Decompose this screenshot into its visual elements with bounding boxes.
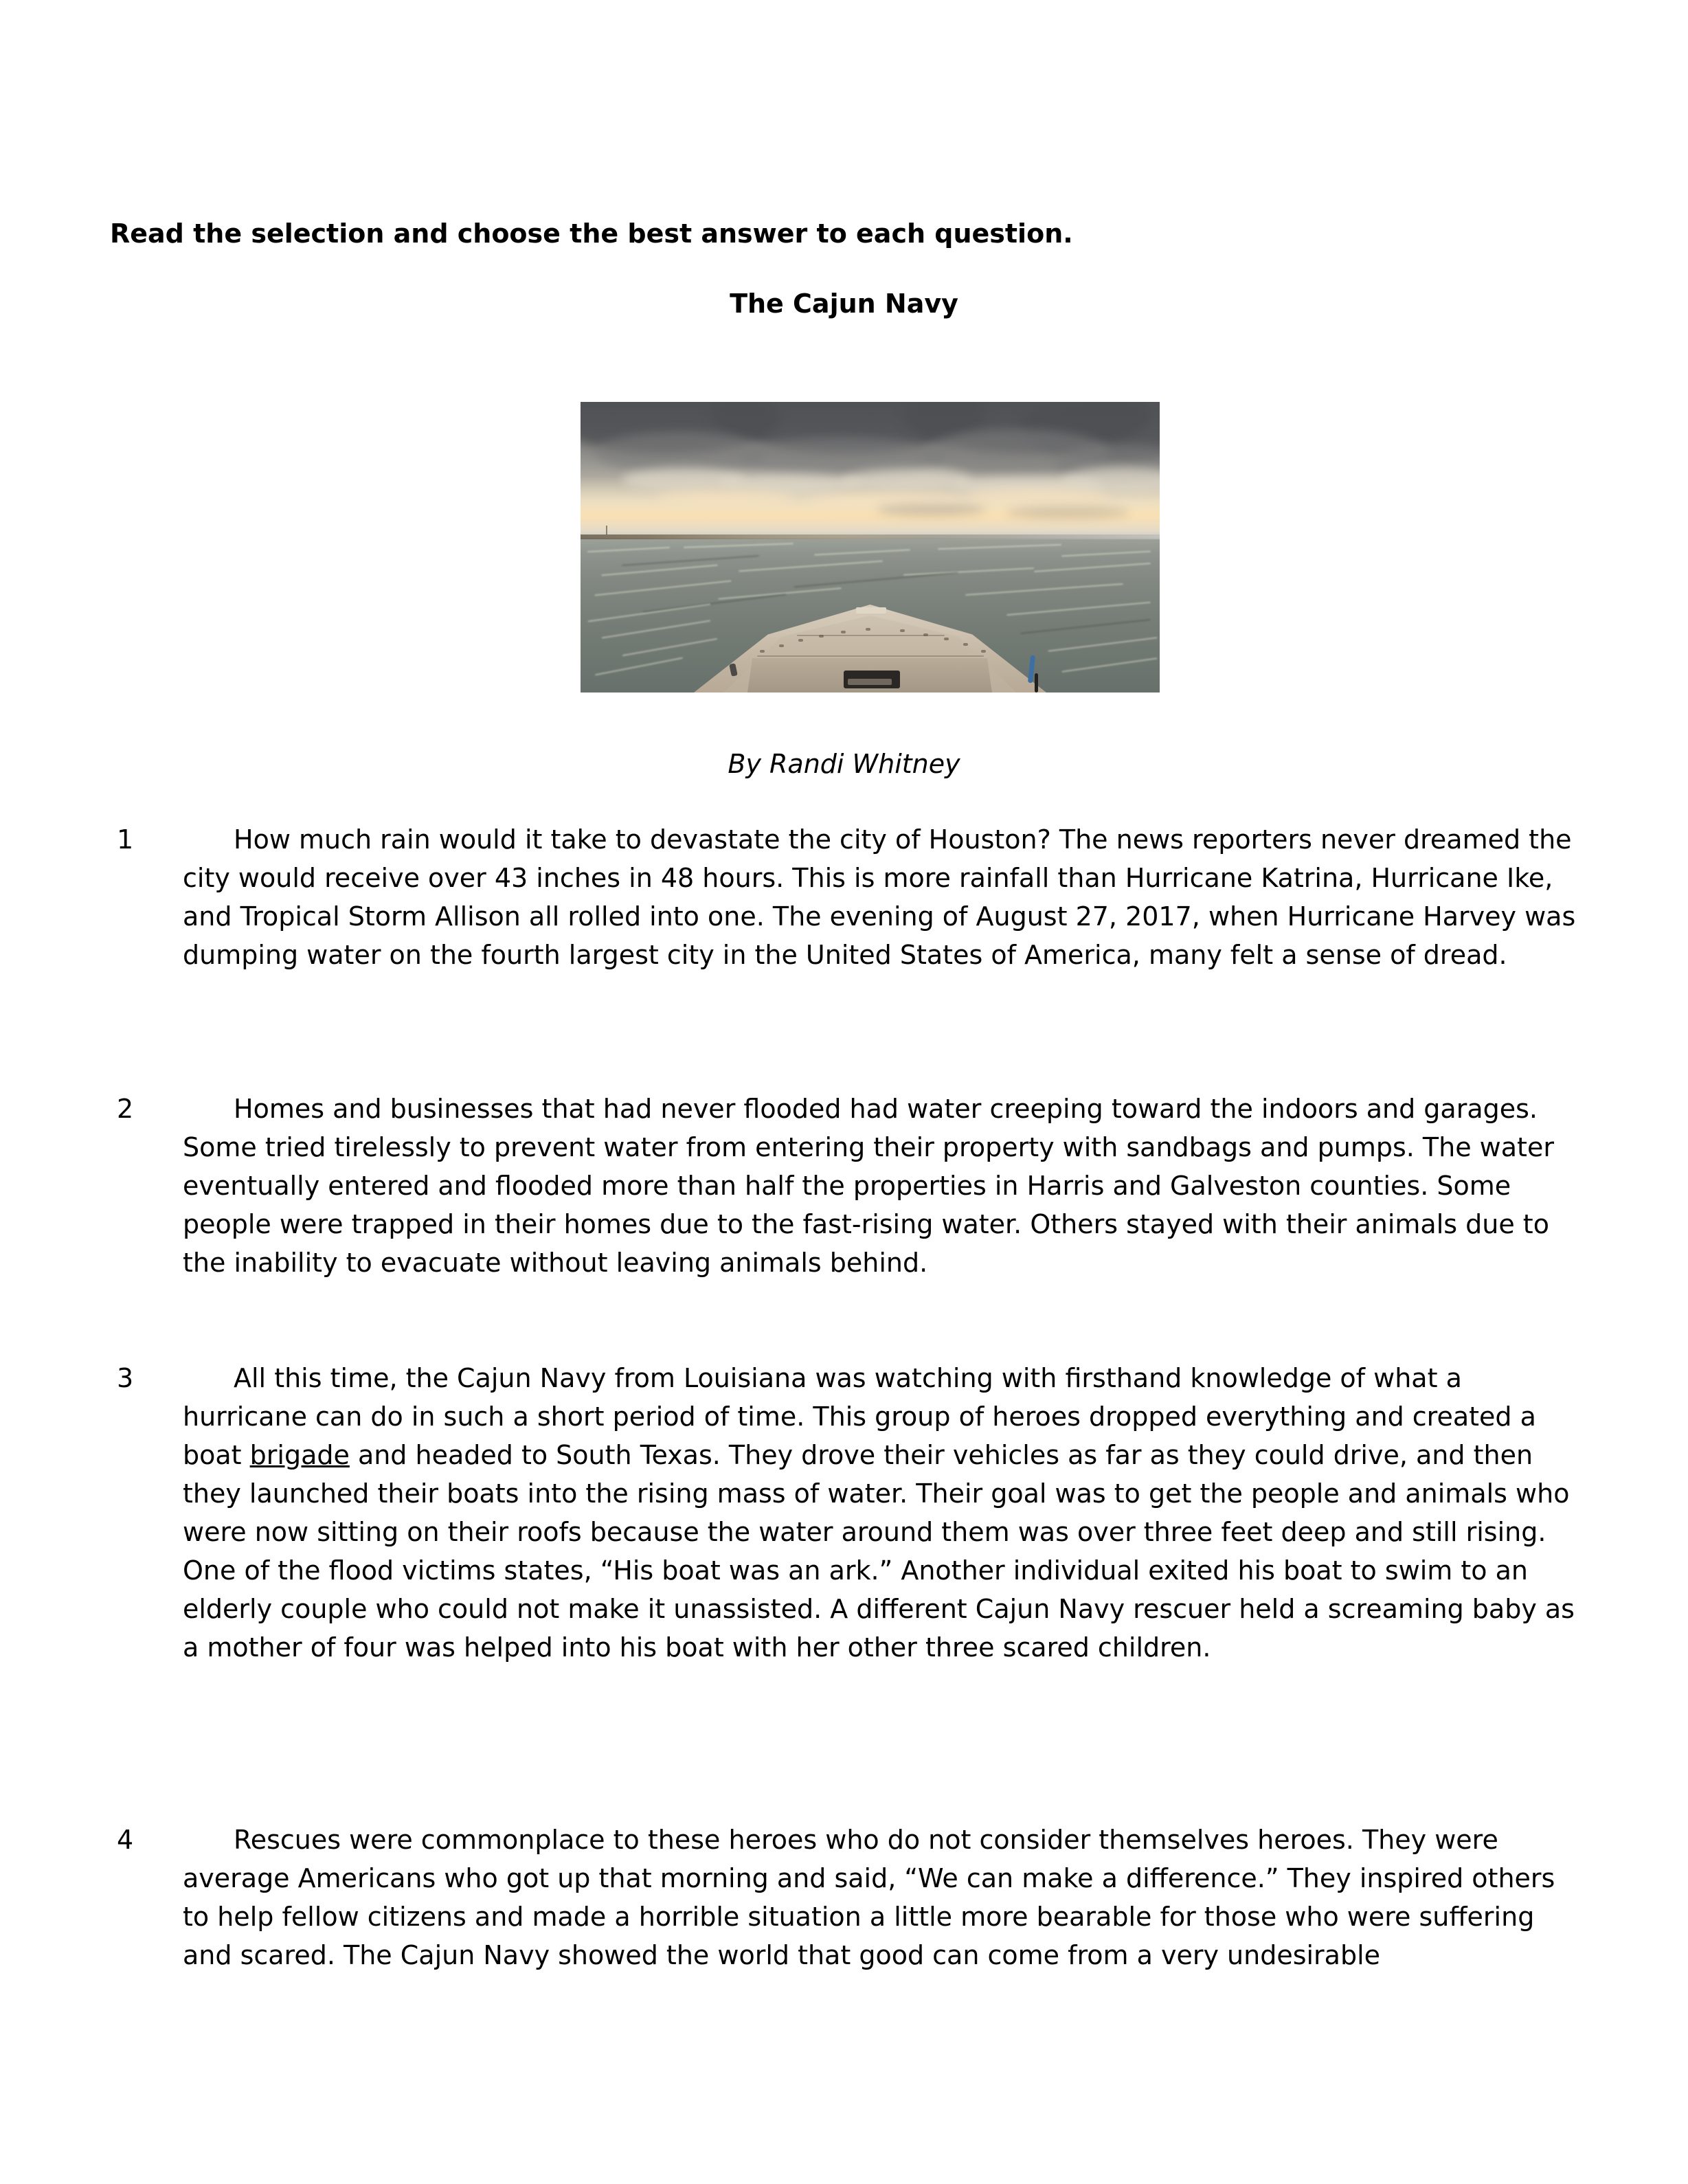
paragraph-text-part: Rescues were commonplace to these heroes who do not consider themselves heroes. They were average Americans who got up that morning and said, “We can make a difference.” They inspired others to help fellow citizens and made a horrible situation a little more bearable for those who were suffering and scared. The Cajun Navy showed the world that good can come from a very undesirable — [183, 1825, 1555, 1970]
boat-bow — [694, 605, 1046, 693]
paragraph-text-part: Homes and businesses that had never flooded had water creeping toward the indoors and garages. Some tried tirelessly to prevent water from entering their property with sandbags and pumps. The water eventually entered and flooded more than half the properties in Harris and Galveston counties. Some people were trapped in their homes due to the fast-rising water. Others stayed with their animals due to the inability to evacuate without leaving animals behind. — [183, 1094, 1554, 1278]
bow-ridge — [856, 607, 886, 613]
byline: By Randi Whitney — [728, 749, 960, 779]
paragraph-number: 3 — [117, 1363, 134, 1393]
paragraph — [117, 1090, 1577, 1282]
paragraph-text-part: How much rain would it take to devastate the city of Houston? The news reporters never dreamed the city would receive over 43 inches in 48 hours. This is more rainfall than Hurricane Katrina, Hurricane Ike, and Tropical Storm Allison all rolled into one. The evening of August 27, 2017, when Hurricane Harvey was dumping water on the fourth largest city in the United States of America, many felt a sense of dread. — [183, 824, 1576, 970]
photo-canvas — [581, 402, 1160, 693]
article-photo — [581, 402, 1160, 693]
paragraph-text-part: and headed to South Texas. They drove their vehicles as far as they could drive, and then they launched their boats into the rising mass of water. Their goal was to get the people and animals who were now sitting on their roofs because the water around them was over three feet deep and still rising. One of the flood victims states, “His boat was an ark.” Another individual exited his boat to swim to an elderly couple who could not make it unassisted. A different Cajun Navy rescuer held a screaming baby as a mother of four was helped into his boat with her other three scared children. — [183, 1440, 1575, 1663]
paragraph-number: 4 — [117, 1825, 134, 1855]
paragraph — [117, 820, 1577, 974]
paragraph-text — [183, 820, 1577, 974]
paragraph-text — [183, 1090, 1577, 1282]
paragraph-number: 1 — [117, 824, 134, 855]
reading-instruction: Read the selection and choose the best answer to each question. — [110, 218, 1073, 249]
distant-tower — [606, 526, 607, 535]
underlined-vocabulary-word: brigade — [249, 1440, 350, 1470]
paragraph-text — [183, 1821, 1577, 1974]
paragraph-text-part: All this time, the Cajun Navy from Louisiana was watching with firsthand knowledge of what a hurricane can do in such a short period of time. This group of heroes dropped everything and created a boat — [183, 1363, 1536, 1470]
paragraph — [117, 1359, 1577, 1667]
paragraph — [117, 1821, 1577, 1974]
paragraph-text — [183, 1359, 1577, 1667]
boat-hatch — [844, 671, 900, 688]
paragraph-number: 2 — [117, 1094, 134, 1124]
black-rope — [1035, 673, 1038, 693]
page-title: The Cajun Navy — [730, 289, 958, 319]
